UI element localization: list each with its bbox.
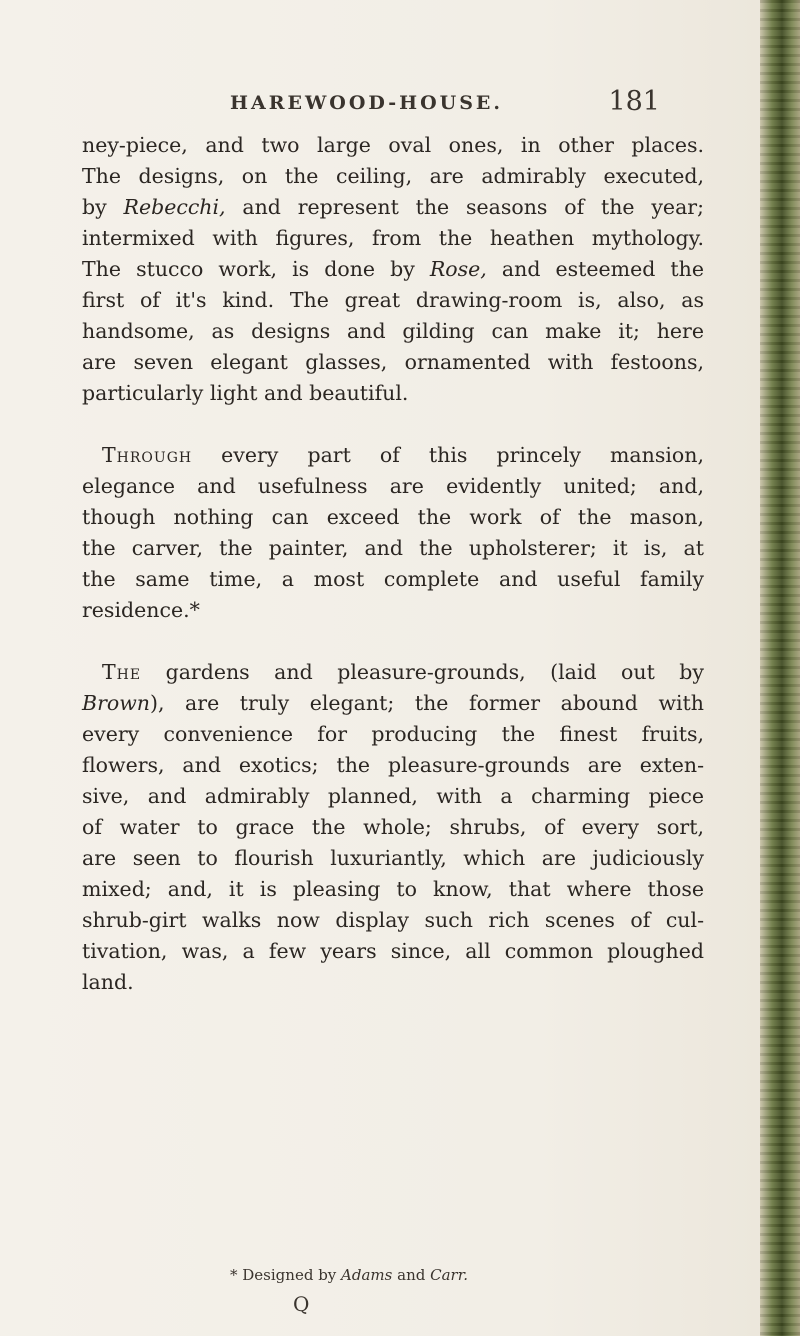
text-run: the carver, the painter, and the upholsterer; it is, at	[82, 536, 704, 560]
footnote-name-adams: Adams	[341, 1266, 393, 1284]
text-line	[82, 595, 704, 626]
text-run: the same time, a most complete and useful family	[82, 567, 704, 591]
text-line	[82, 471, 704, 502]
text-run: The stucco work, is done by	[82, 257, 430, 281]
footnote-mark: *	[230, 1266, 243, 1284]
text-run: land.	[82, 970, 134, 994]
text-run: elegance and usefulness are evidently united; and,	[82, 474, 704, 498]
text-run: of water to grace the whole; shrubs, of every sort,	[82, 815, 704, 839]
text-run: The designs, on the ceiling, are admirably executed,	[82, 164, 704, 188]
text-line	[82, 564, 704, 595]
text-run: shrub-girt walks now display such rich scenes of cul-	[82, 908, 704, 932]
italic-text: Brown	[82, 691, 150, 715]
text-run: every convenience for producing the finest fruits,	[82, 722, 704, 746]
text-run: intermixed with figures, from the heathen mythology.	[82, 226, 704, 250]
text-line	[82, 688, 704, 719]
body-text	[82, 130, 704, 998]
text-line	[82, 812, 704, 843]
footnote-conjunction: and	[392, 1266, 431, 1284]
text-line	[82, 285, 704, 316]
text-line	[82, 130, 704, 161]
text-run: flowers, and exotics; the pleasure-grounds are exten-	[82, 753, 704, 777]
text-run: gardens and pleasure-grounds, (laid out by	[141, 660, 704, 684]
text-line	[82, 378, 704, 409]
text-run: first of it's kind. The great drawing-room is, also, as	[82, 288, 704, 312]
text-run: though nothing can exceed the work of the mason,	[82, 505, 704, 529]
text-line	[82, 223, 704, 254]
text-line	[82, 781, 704, 812]
text-line	[82, 936, 704, 967]
text-run: handsome, as designs and gilding can make it; here	[82, 319, 704, 343]
text-line	[82, 750, 704, 781]
text-run: mixed; and, it is pleasing to know, that where those	[82, 877, 704, 901]
text-line	[82, 254, 704, 285]
signature-mark: Q	[293, 1292, 310, 1316]
text-run: by	[82, 195, 124, 219]
text-line	[82, 440, 704, 471]
text-line	[82, 719, 704, 750]
text-run: every part of this princely mansion,	[192, 443, 704, 467]
text-line	[82, 657, 704, 688]
text-run: tivation, was, a few years since, all common ploughed	[82, 939, 704, 963]
text-line	[82, 874, 704, 905]
page-header	[90, 84, 700, 124]
italic-text: Rose,	[429, 257, 487, 281]
text-run: and esteemed the	[486, 257, 704, 281]
footnote-name-carr: Carr.	[430, 1266, 468, 1284]
text-line	[82, 502, 704, 533]
text-line	[82, 967, 704, 998]
text-line	[82, 347, 704, 378]
text-run: are seven elegant glasses, ornamented with festoons,	[82, 350, 704, 374]
small-caps-text: Through	[102, 443, 193, 467]
text-line	[82, 316, 704, 347]
text-run: sive, and admirably planned, with a charming piece	[82, 784, 704, 808]
footnote-prefix: Designed by	[242, 1266, 342, 1284]
text-run: and represent the seasons of the year;	[225, 195, 704, 219]
page-number: 181	[608, 86, 660, 117]
text-run: residence.*	[82, 598, 200, 622]
text-line	[82, 192, 704, 223]
running-head: HAREWOOD-HOUSE.	[230, 92, 504, 114]
text-line	[82, 161, 704, 192]
book-binding-edge	[760, 0, 800, 1336]
paragraph-gap	[82, 626, 704, 657]
text-run: particularly light and beautiful.	[82, 381, 409, 405]
text-line	[82, 905, 704, 936]
italic-text: Rebecchi,	[123, 195, 226, 219]
text-run: are seen to flourish luxuriantly, which are judiciously	[82, 846, 704, 870]
text-line	[82, 533, 704, 564]
text-run: ney-piece, and two large oval ones, in other places.	[82, 133, 704, 157]
text-run: ), are truly elegant; the former abound with	[149, 691, 704, 715]
text-line	[82, 843, 704, 874]
small-caps-text: The	[102, 660, 142, 684]
footnote	[230, 1266, 468, 1284]
paragraph-gap	[82, 409, 704, 440]
